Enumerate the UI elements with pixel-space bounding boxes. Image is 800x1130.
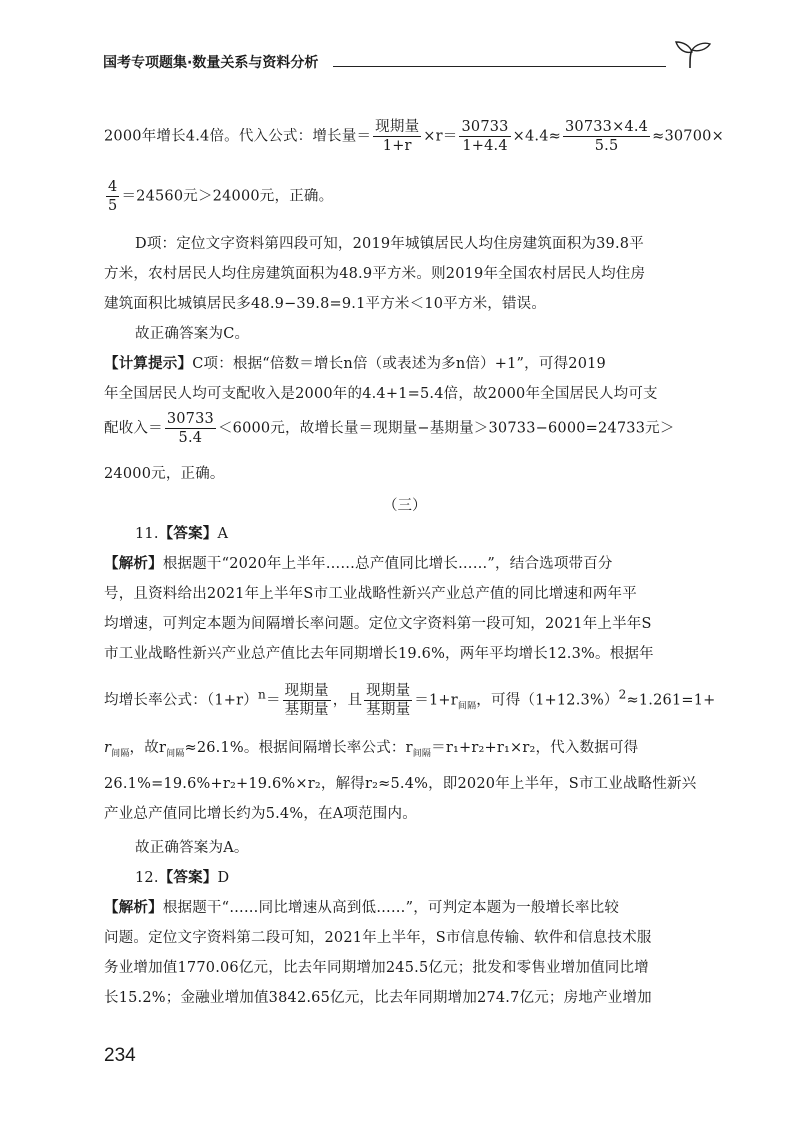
calc-tip-line: 24000元，正确。 bbox=[104, 466, 225, 482]
denominator: 1+4.4 bbox=[462, 138, 508, 154]
text-run: ，故r bbox=[129, 740, 167, 756]
calc-tip-line: 年全国居民人均可支配收入是2000年的4.4+1=5.4倍，故2000年全国居民人均可支 bbox=[104, 386, 658, 402]
text-run: ＝ bbox=[265, 692, 281, 709]
analysis-line bbox=[104, 898, 619, 918]
formula-line-1 bbox=[104, 118, 724, 155]
running-header-title: 国考专项题集·数量关系与资料分析 bbox=[103, 55, 319, 71]
answer-statement: 故正确答案为C。 bbox=[135, 326, 250, 342]
question-12-answer bbox=[135, 868, 229, 888]
formula-line bbox=[104, 682, 716, 719]
superscript: n bbox=[257, 687, 266, 702]
text-run: r bbox=[104, 740, 112, 756]
numerator: 现期量 bbox=[366, 683, 411, 699]
text-run: ×4.4≈ bbox=[512, 128, 561, 145]
text-run: 根据题干“……同比增速从高到低……”，可判定本题为一般增长率比较 bbox=[162, 900, 620, 916]
text-run: ＜6000元，故增长量＝现期量−基期量＞30733−6000=24733元＞ bbox=[217, 420, 675, 437]
calc-tip-label: 【计算提示】 bbox=[104, 355, 193, 372]
denominator: 1+r bbox=[382, 138, 412, 154]
text-run: 均增长率公式：（1+r） bbox=[104, 692, 258, 709]
analysis-line: 市工业战略性新兴产业总产值比去年同期增长19.6%，两年平均增长12.3%。根据年 bbox=[104, 646, 654, 662]
numerator: 现期量 bbox=[375, 119, 420, 135]
denominator: 基期量 bbox=[284, 702, 329, 718]
analysis-line: 长15.2%；金融业增加值3842.65亿元，比去年同期增加274.7亿元；房地产业增加 bbox=[104, 990, 652, 1006]
analysis-line: 务业增加值1770.06亿元，比去年同期增加245.5亿元；批发和零售业增加值同比增 bbox=[104, 960, 649, 976]
denominator: 5 bbox=[108, 198, 118, 214]
text-run: ≈1.261=1+ bbox=[626, 692, 716, 709]
denominator: 5.5 bbox=[594, 138, 619, 154]
analysis-line: 均增速，可判定本题为间隔增长率问题。定位文字资料第一段可知，2021年上半年S bbox=[104, 616, 652, 632]
numerator: 现期量 bbox=[284, 683, 329, 699]
analysis-line bbox=[104, 554, 613, 574]
fraction bbox=[283, 682, 331, 719]
question-number: 11. bbox=[135, 526, 159, 542]
analysis-line: 问题。定位文字资料第二段可知，2021年上半年，S市信息传输、软件和信息技术服 bbox=[104, 930, 652, 946]
text-run: ＝24560元＞24000元，正确。 bbox=[121, 188, 334, 205]
text-run: C项：根据“倍数＝增长n倍（或表述为多n倍）+1”，可得2019 bbox=[192, 356, 606, 372]
text-run: ≈26.1%。根据间隔增长率公式：r bbox=[184, 740, 413, 756]
text-run: ＝1+r bbox=[414, 692, 458, 709]
numerator: 4 bbox=[108, 179, 118, 195]
superscript: 2 bbox=[618, 687, 627, 702]
analysis-line: 产业总产值同比增长约为5.4%，在A项范围内。 bbox=[104, 806, 417, 822]
analysis-line: 号，且资料给出2021年上半年S市工业战略性新兴产业总产值的同比增速和两年平 bbox=[104, 586, 637, 602]
numerator: 30733 bbox=[461, 119, 509, 135]
text-run: ≈30700× bbox=[652, 128, 724, 145]
answer-statement: 故正确答案为A。 bbox=[135, 840, 249, 856]
text-run: ，且 bbox=[332, 692, 363, 709]
analysis-label: 【解析】 bbox=[104, 899, 163, 916]
subscript: 间隔 bbox=[412, 748, 432, 759]
denominator: 5.4 bbox=[178, 430, 203, 446]
text-run: ，可得（1+12.3%） bbox=[476, 692, 619, 709]
fraction bbox=[106, 178, 119, 215]
fraction bbox=[459, 118, 510, 155]
text-run: 配收入＝ bbox=[104, 420, 163, 437]
fraction bbox=[373, 118, 421, 155]
answer-label: 【答案】 bbox=[158, 869, 218, 886]
page-number: 234 bbox=[104, 1045, 136, 1066]
denominator: 基期量 bbox=[366, 702, 411, 718]
text-run: ＝r₁+r₂+r₁×r₂，代入数据可得 bbox=[431, 740, 639, 756]
numerator: 30733×4.4 bbox=[564, 119, 649, 135]
numerator: 30733 bbox=[166, 411, 214, 427]
header-rule bbox=[333, 66, 666, 67]
formula-line-2 bbox=[104, 178, 333, 215]
answer-value: A bbox=[217, 526, 229, 542]
question-number: 12. bbox=[135, 870, 159, 886]
paragraph-d-line: D项：定位文字资料第四段可知，2019年城镇居民人均住房建筑面积为39.8平 bbox=[135, 236, 644, 252]
subscript: 间隔 bbox=[457, 701, 477, 712]
text-run: ×r＝ bbox=[423, 128, 458, 145]
answer-value: D bbox=[217, 870, 230, 886]
sprout-icon bbox=[670, 40, 712, 70]
calc-tip-line bbox=[104, 410, 675, 447]
paragraph-d-line: 方米，农村居民人均住房建筑面积为48.9平方米。则2019年全国农村居民人均住房 bbox=[104, 266, 646, 282]
fraction bbox=[165, 410, 216, 447]
calc-tip-line bbox=[104, 354, 606, 374]
text-run: 2000年增长4.4倍。代入公式：增长量＝ bbox=[104, 128, 372, 145]
analysis-line bbox=[104, 738, 638, 764]
paragraph-d-line: 建筑面积比城镇居民多48.9−39.8=9.1平方米＜10平方米，错误。 bbox=[104, 296, 547, 312]
fraction bbox=[364, 682, 412, 719]
analysis-label: 【解析】 bbox=[104, 555, 163, 572]
section-heading: （三） bbox=[383, 498, 427, 514]
answer-label: 【答案】 bbox=[158, 525, 218, 542]
text-run: 根据题干“2020年上半年……总产值同比增长……”，结合选项带百分 bbox=[162, 556, 613, 572]
subscript: 间隔 bbox=[111, 748, 130, 759]
fraction bbox=[563, 118, 650, 155]
question-11-answer bbox=[135, 524, 228, 544]
subscript: 间隔 bbox=[166, 748, 185, 759]
analysis-line: 26.1%=19.6%+r₂+19.6%×r₂，解得r₂≈5.4%，即2020年上半年，S市工业战略性新兴 bbox=[104, 776, 697, 792]
